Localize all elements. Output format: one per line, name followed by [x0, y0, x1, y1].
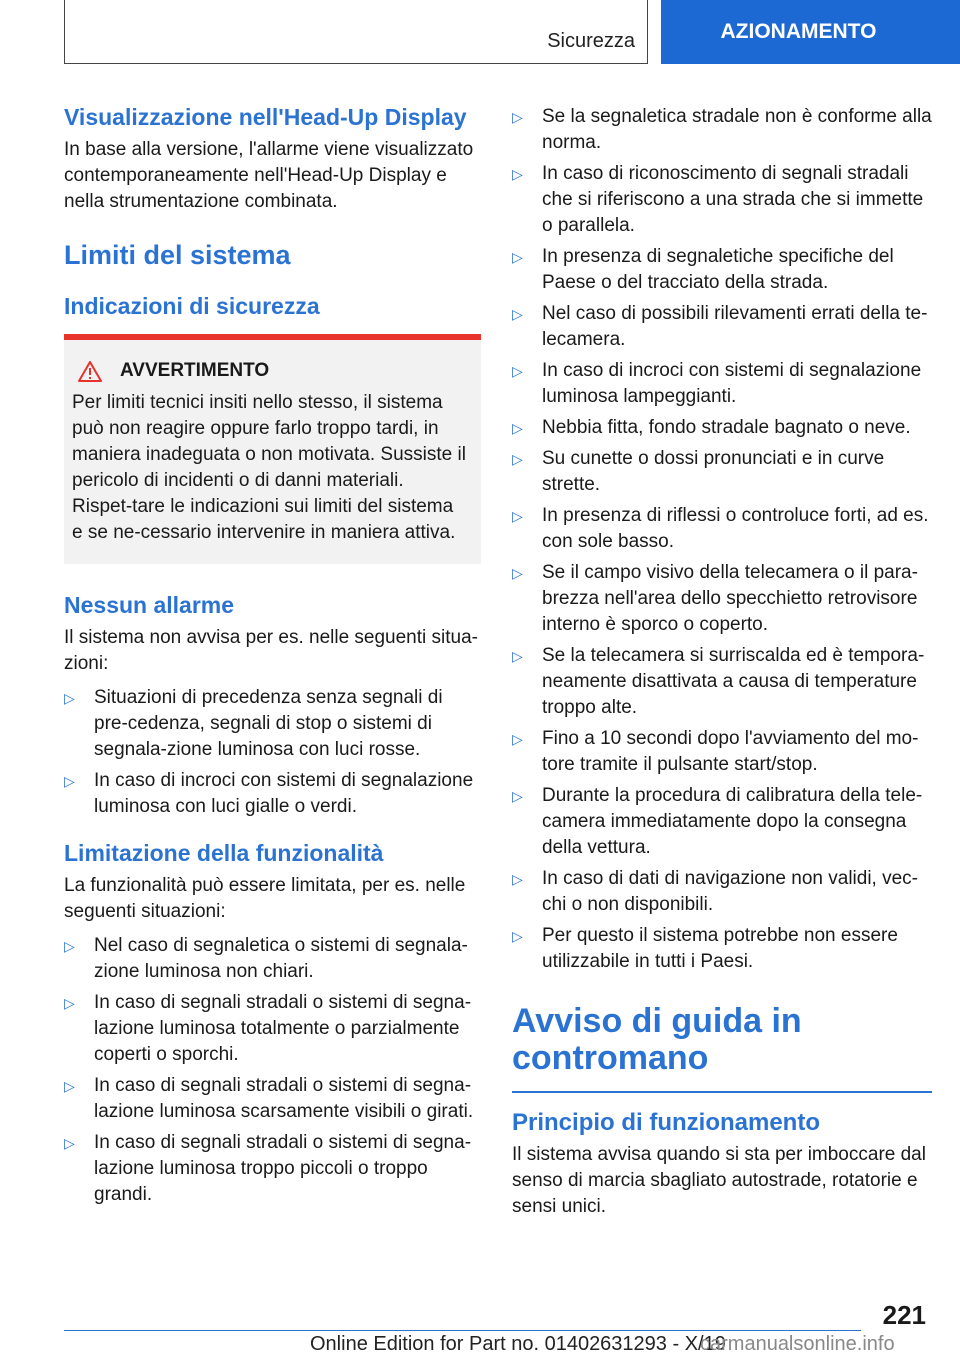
list-item: ▷ In presenza di riflessi o controluce forti, ad es. con sole basso.	[512, 505, 929, 552]
triangle-bullet-icon: ▷	[512, 420, 523, 436]
triangle-bullet-icon: ▷	[512, 249, 523, 265]
warning-text: Per limiti tecnici insiti nello stesso, il sistema può non reagire oppure farlo troppo tardi, in maniera inadeguata o non motivata. Sussiste il pericolo di incidenti o di danni materiali. Rispet-tare le indicazioni sui limiti del sistema e se ne-cessario intervenire in maniera attiva.	[72, 392, 466, 543]
hud-heading: Visualizzazione nell'Head-Up Display	[64, 104, 467, 130]
header-chapter-tab[interactable]: AZIONAMENTO	[661, 0, 960, 64]
warning-title-text: AVVERTIMENTO	[120, 360, 270, 381]
right-column	[512, 100, 932, 1220]
limit-list-continued	[512, 104, 932, 975]
list-item: ▷ Se la segnaletica stradale non è conforme alla norma.	[512, 106, 932, 153]
list-item: ▷ Per questo il sistema potrebbe non essere utilizzabile in tutti i Paesi.	[512, 925, 898, 972]
list-item: ▷ Se il campo visivo della telecamera o il para-brezza nell'area dello specchietto retrovisore interno è sporco o coperto.	[512, 562, 918, 635]
triangle-bullet-icon: ▷	[512, 648, 523, 664]
triangle-bullet-icon: ▷	[512, 731, 523, 747]
warning-triangle-icon	[78, 361, 102, 382]
list-item: ▷ In caso di riconoscimento di segnali stradali che si riferiscono a una strada che si immette o parallela.	[512, 163, 924, 236]
list-item: ▷ Durante la procedura di calibratura della tele-camera immediatamente dopo la consegna della vettura.	[512, 785, 923, 858]
list-item: ▷ In caso di incroci con sistemi di segnalazione luminosa con luci gialle o verdi.	[64, 770, 474, 817]
triangle-bullet-icon: ▷	[512, 109, 523, 125]
list-item: ▷ Nel caso di possibili rilevamenti errati della te-lecamera.	[512, 303, 928, 350]
list-item: ▷ In caso di segnali stradali o sistemi di segna-lazione luminosa totalmente o parzialmente coperti o sporchi.	[64, 992, 472, 1065]
safety-heading: Indicazioni di sicurezza	[64, 293, 320, 319]
list-item: ▷ In caso di segnali stradali o sistemi di segna-lazione luminosa troppo piccoli o troppo grandi.	[64, 1132, 472, 1205]
no-alarm-list	[64, 685, 481, 820]
warning-title	[72, 358, 469, 384]
list-item: ▷ Nel caso di segnaletica o sistemi di segnala-zione luminosa non chiari.	[64, 935, 468, 982]
page-number: 221	[882, 1300, 926, 1330]
list-item: ▷ Su cunette o dossi pronunciati e in curve strette.	[512, 448, 885, 495]
triangle-bullet-icon: ▷	[512, 871, 523, 887]
list-item: ▷ Se la telecamera si surriscalda ed è tempora-neamente disattivata a causa di temperature troppo alte.	[512, 645, 925, 718]
triangle-bullet-icon: ▷	[64, 938, 75, 954]
triangle-bullet-icon: ▷	[512, 928, 523, 944]
list-item: ▷ Nebbia fitta, fondo stradale bagnato o neve.	[512, 415, 932, 441]
triangle-bullet-icon: ▷	[512, 508, 523, 524]
warning-box	[64, 334, 481, 564]
principle-heading: Principio di funzionamento	[512, 1109, 820, 1136]
no-alarm-heading: Nessun allarme	[64, 592, 235, 618]
triangle-bullet-icon: ▷	[64, 773, 75, 789]
triangle-bullet-icon: ▷	[64, 690, 75, 706]
header-section-title: Sicurezza	[547, 30, 635, 52]
triangle-bullet-icon: ▷	[512, 166, 523, 182]
header-frame	[64, 0, 648, 64]
triangle-bullet-icon: ▷	[512, 363, 523, 379]
triangle-bullet-icon: ▷	[64, 1135, 75, 1151]
principle-text: Il sistema avvisa quando si sta per imboccare dal senso di marcia sbagliato autostrade, rotatorie e sensi unici.	[512, 1144, 926, 1217]
triangle-bullet-icon: ▷	[512, 788, 523, 804]
list-item: ▷ In caso di segnali stradali o sistemi di segna-lazione luminosa scarsamente visibili o girati.	[64, 1075, 474, 1122]
triangle-bullet-icon: ▷	[512, 306, 523, 322]
left-column	[64, 100, 481, 1213]
watermark-text: carmanualsonline.info	[700, 1333, 895, 1355]
triangle-bullet-icon: ▷	[64, 995, 75, 1011]
wrong-way-heading: Avviso di guida in contromano	[512, 1002, 802, 1077]
triangle-bullet-icon: ▷	[512, 565, 523, 581]
footer-rule	[64, 1330, 861, 1331]
no-alarm-intro: Il sistema non avvisa per es. nelle seguenti situa-zioni:	[64, 627, 478, 674]
limits-heading: Limiti del sistema	[64, 240, 291, 270]
edition-text: Online Edition for Part no. 01402631293 - X/19	[310, 1333, 726, 1355]
hud-text: In base alla versione, l'allarme viene visualizzato contemporaneamente nell'Head-Up Display e nella strumentazione combinata.	[64, 139, 474, 212]
limit-intro: La funzionalità può essere limitata, per es. nelle seguenti situazioni:	[64, 875, 466, 922]
limit-list	[64, 933, 481, 1208]
list-item: ▷ Situazioni di precedenza senza segnali di pre-cedenza, segnali di stop o sistemi di segnala-zione luminosa con luci rosse.	[64, 687, 443, 760]
list-item: ▷ In caso di dati di navigazione non validi, vec-chi o non disponibili.	[512, 868, 919, 915]
list-item: ▷ Fino a 10 secondi dopo l'avviamento del mo-tore tramite il pulsante start/stop.	[512, 728, 919, 775]
section-rule	[512, 1091, 932, 1093]
limit-heading: Limitazione della funzionalità	[64, 840, 384, 866]
triangle-bullet-icon: ▷	[512, 451, 523, 467]
list-item: ▷ In presenza di segnaletiche specifiche del Paese o del tracciato della strada.	[512, 246, 894, 293]
triangle-bullet-icon: ▷	[64, 1078, 75, 1094]
list-item: ▷ In caso di incroci con sistemi di segnalazione luminosa lampeggianti.	[512, 360, 922, 407]
